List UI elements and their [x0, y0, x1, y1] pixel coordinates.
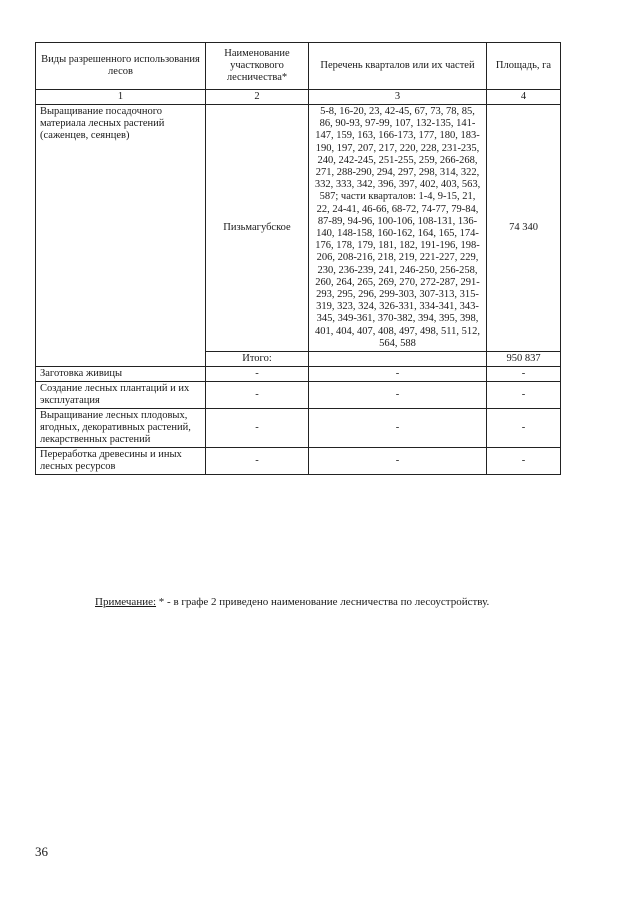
footnote-text: * - в графе 2 приведено наименование лесничества по лесоустройству. — [158, 596, 490, 608]
area-cell: - — [487, 409, 561, 448]
area-cell: 74 340 — [487, 105, 561, 352]
quarters-cell: - — [309, 367, 487, 382]
area-cell: - — [487, 367, 561, 382]
use-type-cell: Выращивание посадочного материала лесных растений (саженцев, сеянцев) — [36, 105, 206, 367]
footnote — [95, 596, 489, 608]
column-number: 3 — [309, 90, 487, 105]
total-label: Итого: — [206, 352, 309, 367]
quarters-cell: - — [309, 382, 487, 409]
forestry-cell: - — [206, 409, 309, 448]
header-use-types: Виды разрешенного использования лесов — [36, 43, 206, 90]
table-row — [36, 105, 561, 352]
forestry-cell: - — [206, 448, 309, 475]
quarters-cell: - — [309, 409, 487, 448]
forest-use-table — [35, 42, 561, 475]
table-row — [36, 367, 561, 382]
column-number: 4 — [487, 90, 561, 105]
use-type-cell: Выращивание лесных плодовых, ягодных, декоративных растений, лекарственных растений — [36, 409, 206, 448]
area-cell: - — [487, 448, 561, 475]
column-number: 2 — [206, 90, 309, 105]
column-number: 1 — [36, 90, 206, 105]
page-number: 36 — [35, 844, 48, 859]
use-type-cell: Переработка древесины и иных лесных ресурсов — [36, 448, 206, 475]
footnote-label: Примечание: — [95, 596, 157, 608]
header-forestry-name: Наименование участкового лесничества* — [206, 43, 309, 90]
column-numbers-row — [36, 90, 561, 105]
empty-cell — [309, 352, 487, 367]
table-row — [36, 448, 561, 475]
table-row — [36, 382, 561, 409]
header-quarters-list: Перечень кварталов или их частей — [309, 43, 487, 90]
forestry-cell: - — [206, 367, 309, 382]
header-area: Площадь, га — [487, 43, 561, 90]
forestry-cell: Пизьмагубское — [206, 105, 309, 352]
quarters-cell: 5-8, 16-20, 23, 42-45, 67, 73, 78, 85, 86, 90-93, 97-99, 107, 132-135, 141-147, 159, 163, 166-173, 177, 180, 183-190, 197, 207, 217, 220, 228, 231-235, 240, 242-245, 251-255, 259, 266-268, 271, 288-290, 294, 297, 298, 314, 322, 332, 333, 342, 396, 397, 402, 403, 563, 587; части кварталов: 1-4, 9-15, 21, 22, 24-41, 46-66, 68-72, 74-77, 79-84, 87-89, 94-96, 100-106, 108-131, 136-140, 148-158, 160-162, 164, 165, 174-176, 178, 179, 181, 182, 191-196, 198-206, 208-216, 218, 219, 221-227, 229, 230, 236-239, 241, 246-250, 256-258, 260, 264, 265, 269, 270, 272-287, 291-293, 295, 296, 299-303, 307-313, 315-319, 323, 324, 326-331, 334-341, 343-345, 349-361, 370-382, 394, 395, 398, 401, 404, 407, 408, 497, 498, 511, 512, 564, 588 — [309, 105, 487, 352]
quarters-cell: - — [309, 448, 487, 475]
table-row — [36, 409, 561, 448]
area-cell: - — [487, 382, 561, 409]
use-type-cell: Создание лесных плантаций и их эксплуатация — [36, 382, 206, 409]
forestry-cell: - — [206, 382, 309, 409]
total-area: 950 837 — [487, 352, 561, 367]
use-type-cell: Заготовка живицы — [36, 367, 206, 382]
header-row — [36, 43, 561, 90]
